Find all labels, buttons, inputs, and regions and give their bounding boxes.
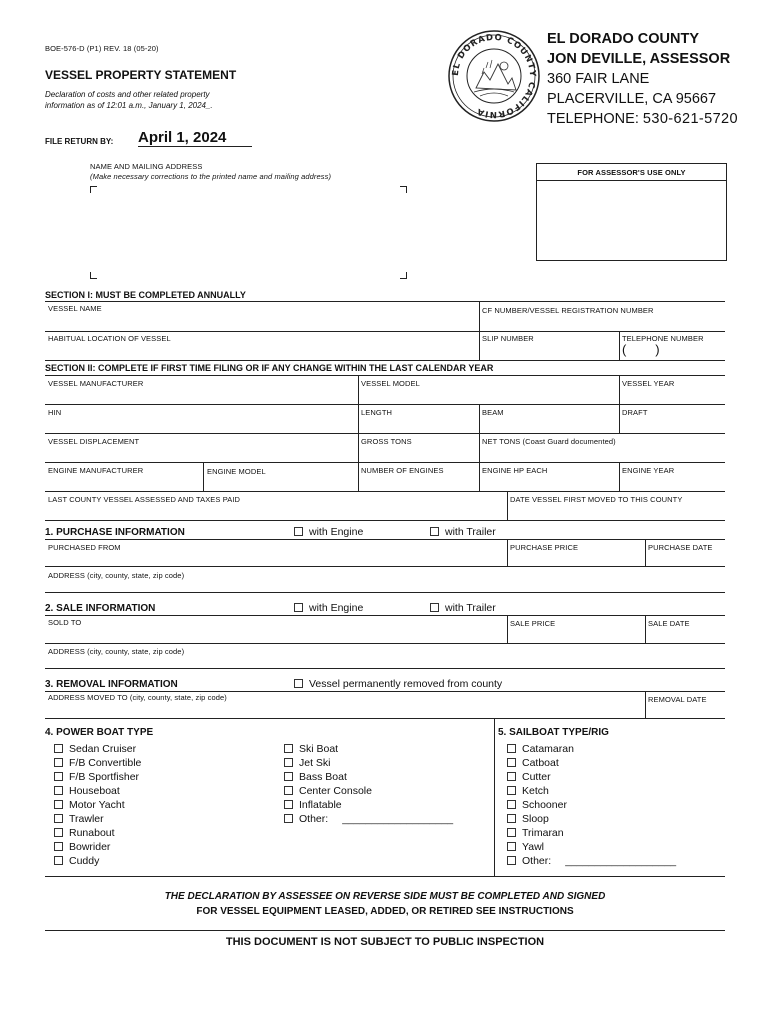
purchased-from-label: PURCHASED FROM <box>48 543 121 552</box>
declaration-notice: THE DECLARATION BY ASSESSEE ON REVERSE SIDE MUST BE COMPLETED AND SIGNED <box>164 891 606 902</box>
boat-type-label: Jet Ski <box>299 757 331 769</box>
purchase-trailer-label: with Trailer <box>445 526 496 538</box>
assessors-use-box <box>536 163 727 261</box>
county-name: EL DORADO COUNTY <box>547 31 699 47</box>
section-2-title: SECTION II: COMPLETE IF FIRST TIME FILING OR IF ANY CHANGE WITHIN THE LAST CALENDAR YEAR <box>45 363 494 373</box>
purchase-date-field[interactable] <box>647 552 724 565</box>
boat-type-label: Other: <box>299 813 329 825</box>
vessel-year-label: VESSEL YEAR <box>622 379 675 388</box>
file-return-label: FILE RETURN BY: <box>45 137 114 146</box>
telephone-paren: ( ) <box>622 342 660 357</box>
boat-type-checkbox[interactable] <box>284 786 293 795</box>
removal-title: 3. REMOVAL INFORMATION <box>45 679 178 690</box>
boat-type-option <box>54 784 120 798</box>
engine-manufacturer-label: ENGINE MANUFACTURER <box>48 466 144 475</box>
boat-type-checkbox[interactable] <box>507 814 516 823</box>
purchased-from-field[interactable] <box>46 552 505 565</box>
boat-type-label: Cutter <box>522 771 551 783</box>
boat-type-label: Sedan Cruiser <box>69 743 137 755</box>
habitual-location-field[interactable] <box>46 343 476 359</box>
other-type-field[interactable]: ___________________ <box>342 813 454 825</box>
boat-type-label: Bowrider <box>69 841 111 853</box>
removal-checkbox-label: Vessel permanently removed from county <box>309 678 503 690</box>
county-seal <box>446 28 542 124</box>
beam-label: BEAM <box>482 408 504 417</box>
public-inspection-notice: THIS DOCUMENT IS NOT SUBJECT TO PUBLIC INSPECTION <box>225 936 545 948</box>
boat-type-label: Catboat <box>522 757 559 769</box>
county-city: PLACERVILLE, CA 95667 <box>547 91 717 107</box>
length-label: LENGTH <box>361 408 393 417</box>
boat-type-option <box>507 770 551 784</box>
boat-type-checkbox[interactable] <box>284 800 293 809</box>
sale-engine-checkbox[interactable] <box>294 603 303 612</box>
power-boat-title: 4. POWER BOAT TYPE <box>45 727 154 738</box>
telephone-value: 530-621-5720 <box>642 111 738 127</box>
boat-type-option <box>54 840 110 854</box>
boat-type-option <box>507 854 676 868</box>
boat-type-checkbox[interactable] <box>507 772 516 781</box>
net-tons-field[interactable] <box>481 446 724 461</box>
boat-type-option <box>54 798 125 812</box>
boat-type-checkbox[interactable] <box>507 856 516 865</box>
boat-type-checkbox[interactable] <box>507 744 516 753</box>
boat-type-label: Center Console <box>299 785 372 797</box>
form-subtitle <box>45 89 213 111</box>
purchase-trailer-checkbox[interactable] <box>430 527 439 536</box>
mailing-address-label: NAME AND MAILING ADDRESS <box>90 162 203 171</box>
purchase-engine-label: with Engine <box>309 526 364 538</box>
address-corner-br <box>400 272 407 279</box>
purchase-engine-checkbox[interactable] <box>294 527 303 536</box>
boat-type-checkbox[interactable] <box>507 800 516 809</box>
county-address: 360 FAIR LANE <box>547 71 650 87</box>
vessel-name-label: VESSEL NAME <box>48 304 102 313</box>
engine-year-label: ENGINE YEAR <box>622 466 675 475</box>
boat-type-checkbox[interactable] <box>54 856 63 865</box>
sale-price-label: SALE PRICE <box>510 619 556 628</box>
boat-type-checkbox[interactable] <box>284 772 293 781</box>
engine-year-field[interactable] <box>621 475 724 490</box>
purchase-price-label: PURCHASE PRICE <box>510 543 579 552</box>
purchase-with-engine <box>294 525 363 539</box>
vessel-year-field[interactable] <box>621 388 724 403</box>
gross-tons-field[interactable] <box>360 446 477 461</box>
boat-type-checkbox[interactable] <box>284 758 293 767</box>
boat-type-checkbox[interactable] <box>54 842 63 851</box>
beam-field[interactable] <box>481 417 617 432</box>
sale-with-trailer <box>430 601 496 615</box>
county-telephone <box>547 109 738 129</box>
engine-model-field[interactable] <box>205 477 356 490</box>
sale-trailer-label: with Trailer <box>445 602 496 614</box>
boat-type-label: F/B Convertible <box>69 757 142 769</box>
svg-text:EL DORADO COUNTY CALIFORNIA: EL DORADO COUNTY CALIFORNIA <box>450 32 538 120</box>
mailing-address-field[interactable] <box>95 192 395 268</box>
boat-type-label: Sloop <box>522 813 549 825</box>
boat-type-label: Ski Boat <box>299 743 339 755</box>
date-moved-field[interactable] <box>509 505 724 519</box>
file-return-date: April 1, 2024 <box>138 129 252 147</box>
slip-number-field[interactable] <box>481 343 617 359</box>
vessel-model-label: VESSEL MODEL <box>361 379 420 388</box>
sailboat-title: 5. SAILBOAT TYPE/RIG <box>498 727 609 738</box>
vessel-manufacturer-field[interactable] <box>46 388 356 403</box>
engine-hp-label: ENGINE HP EACH <box>482 466 548 475</box>
boat-type-label: Catamaran <box>522 743 574 755</box>
boat-type-checkbox[interactable] <box>54 744 63 753</box>
net-tons-label: NET TONS (Coast Guard documented) <box>482 437 616 446</box>
boat-type-label: Houseboat <box>69 785 120 797</box>
boat-type-checkbox[interactable] <box>284 814 293 823</box>
boat-type-label: Ketch <box>522 785 549 797</box>
boat-type-option <box>507 742 574 756</box>
boat-type-label: Motor Yacht <box>69 799 125 811</box>
boat-type-option <box>284 742 338 756</box>
boat-type-option <box>54 756 141 770</box>
instructions-notice: FOR VESSEL EQUIPMENT LEASED, ADDED, OR RETIRED SEE INSTRUCTIONS <box>196 906 574 917</box>
draft-label: DRAFT <box>622 408 648 417</box>
boat-type-checkbox[interactable] <box>507 786 516 795</box>
boat-type-checkbox[interactable] <box>54 800 63 809</box>
gross-tons-label: GROSS TONS <box>361 437 412 446</box>
boat-type-option <box>507 812 549 826</box>
cf-number-label: CF NUMBER/VESSEL REGISTRATION NUMBER <box>482 306 654 315</box>
purchase-price-field[interactable] <box>509 552 643 565</box>
boat-type-label: Bass Boat <box>299 771 347 783</box>
boat-type-label: Cuddy <box>69 855 100 867</box>
sold-to-field[interactable] <box>46 628 505 642</box>
boat-type-option <box>284 784 372 798</box>
boat-type-option <box>284 798 342 812</box>
other-type-field[interactable]: ___________________ <box>565 855 677 867</box>
assessors-use-label: FOR ASSESSOR'S USE ONLY <box>537 164 726 181</box>
form-code: BOE-576-D (P1) REV. 18 (05-20) <box>45 44 159 53</box>
boat-type-option <box>54 854 99 868</box>
boat-type-option <box>284 812 453 826</box>
vessel-manufacturer-label: VESSEL MANUFACTURER <box>48 379 144 388</box>
removal-date-field[interactable] <box>647 705 724 717</box>
last-county-field[interactable] <box>46 505 505 519</box>
purchase-date-label: PURCHASE DATE <box>648 543 713 552</box>
removal-permanent <box>294 677 502 691</box>
sale-date-field[interactable] <box>647 629 724 642</box>
sale-with-engine <box>294 601 363 615</box>
telephone-field[interactable] <box>660 343 724 359</box>
slip-number-label: SLIP NUMBER <box>482 334 534 343</box>
sale-address-field[interactable] <box>210 646 724 667</box>
boat-type-option <box>54 742 136 756</box>
boat-type-label: Schooner <box>522 799 567 811</box>
subtitle-line-2: information as of 12:01 a.m., January 1, 2024_. <box>45 101 213 110</box>
removal-checkbox[interactable] <box>294 679 303 688</box>
boat-type-checkbox[interactable] <box>54 828 63 837</box>
sale-engine-label: with Engine <box>309 602 364 614</box>
purchase-address-field[interactable] <box>210 570 724 591</box>
sold-to-label: SOLD TO <box>48 618 82 627</box>
moved-to-address-label: ADDRESS MOVED TO (city, county, state, zip code) <box>48 693 227 702</box>
boat-type-option <box>54 812 104 826</box>
boat-type-checkbox[interactable] <box>507 828 516 837</box>
boat-type-checkbox[interactable] <box>507 758 516 767</box>
subtitle-line-1: Declaration of costs and other related property <box>45 90 210 99</box>
sale-address-label: ADDRESS (city, county, state, zip code) <box>48 647 185 656</box>
hin-label: HIN <box>48 408 62 417</box>
removal-date-label: REMOVAL DATE <box>648 695 707 704</box>
address-corner-tr <box>400 186 407 193</box>
last-county-label: LAST COUNTY VESSEL ASSESSED AND TAXES PAID <box>48 495 241 504</box>
cf-number-field[interactable] <box>481 316 723 330</box>
telephone-label: TELEPHONE: <box>547 111 639 127</box>
boat-type-option <box>507 798 567 812</box>
engine-model-label: ENGINE MODEL <box>207 467 266 476</box>
displacement-field[interactable] <box>46 446 356 461</box>
hin-field[interactable] <box>46 417 356 432</box>
boat-type-checkbox[interactable] <box>284 744 293 753</box>
vessel-model-field[interactable] <box>360 388 617 403</box>
boat-type-option <box>507 756 559 770</box>
boat-type-label: Trawler <box>69 813 104 825</box>
boat-type-label: Trimaran <box>522 827 564 839</box>
purchase-title: 1. PURCHASE INFORMATION <box>45 527 185 538</box>
draft-field[interactable] <box>621 417 724 432</box>
form-title: VESSEL PROPERTY STATEMENT <box>45 68 237 82</box>
engine-manufacturer-field[interactable] <box>46 475 201 490</box>
purchase-with-trailer <box>430 525 496 539</box>
sale-price-field[interactable] <box>509 629 643 642</box>
boat-type-label: Other: <box>522 855 552 867</box>
sale-title: 2. SALE INFORMATION <box>45 603 156 614</box>
section-1-title: SECTION I: MUST BE COMPLETED ANNUALLY <box>45 290 246 300</box>
length-field[interactable] <box>360 417 477 432</box>
engine-hp-field[interactable] <box>481 475 617 490</box>
boat-type-checkbox[interactable] <box>54 772 63 781</box>
boat-type-option <box>507 784 549 798</box>
boat-type-checkbox[interactable] <box>54 786 63 795</box>
boat-type-option <box>507 840 544 854</box>
boat-type-label: Yawl <box>522 841 544 853</box>
boat-type-checkbox[interactable] <box>507 842 516 851</box>
moved-to-address-field[interactable] <box>46 703 643 717</box>
boat-type-option <box>284 756 331 770</box>
boat-type-checkbox[interactable] <box>54 814 63 823</box>
mailing-address-note: (Make necessary corrections to the printed name and mailing address) <box>90 172 332 181</box>
boat-type-option <box>54 770 139 784</box>
sale-date-label: SALE DATE <box>648 619 690 628</box>
number-of-engines-field[interactable] <box>360 475 477 490</box>
habitual-location-label: HABITUAL LOCATION OF VESSEL <box>48 334 171 343</box>
boat-type-option <box>507 826 564 840</box>
boat-type-label: Runabout <box>69 827 115 839</box>
boat-type-label: F/B Sportfisher <box>69 771 140 783</box>
boat-type-checkbox[interactable] <box>54 758 63 767</box>
boat-type-option <box>54 826 115 840</box>
vessel-name-field[interactable] <box>46 312 476 330</box>
boat-type-label: Inflatable <box>299 799 342 811</box>
number-of-engines-label: NUMBER OF ENGINES <box>361 466 444 475</box>
boat-type-option <box>284 770 347 784</box>
address-corner-bl <box>90 272 97 279</box>
date-moved-label: DATE VESSEL FIRST MOVED TO THIS COUNTY <box>510 495 683 504</box>
displacement-label: VESSEL DISPLACEMENT <box>48 437 140 446</box>
assessor-name: JON DEVILLE, ASSESSOR <box>547 51 731 67</box>
sale-trailer-checkbox[interactable] <box>430 603 439 612</box>
telephone-number-label: TELEPHONE NUMBER <box>622 334 704 343</box>
purchase-address-label: ADDRESS (city, county, state, zip code) <box>48 571 185 580</box>
